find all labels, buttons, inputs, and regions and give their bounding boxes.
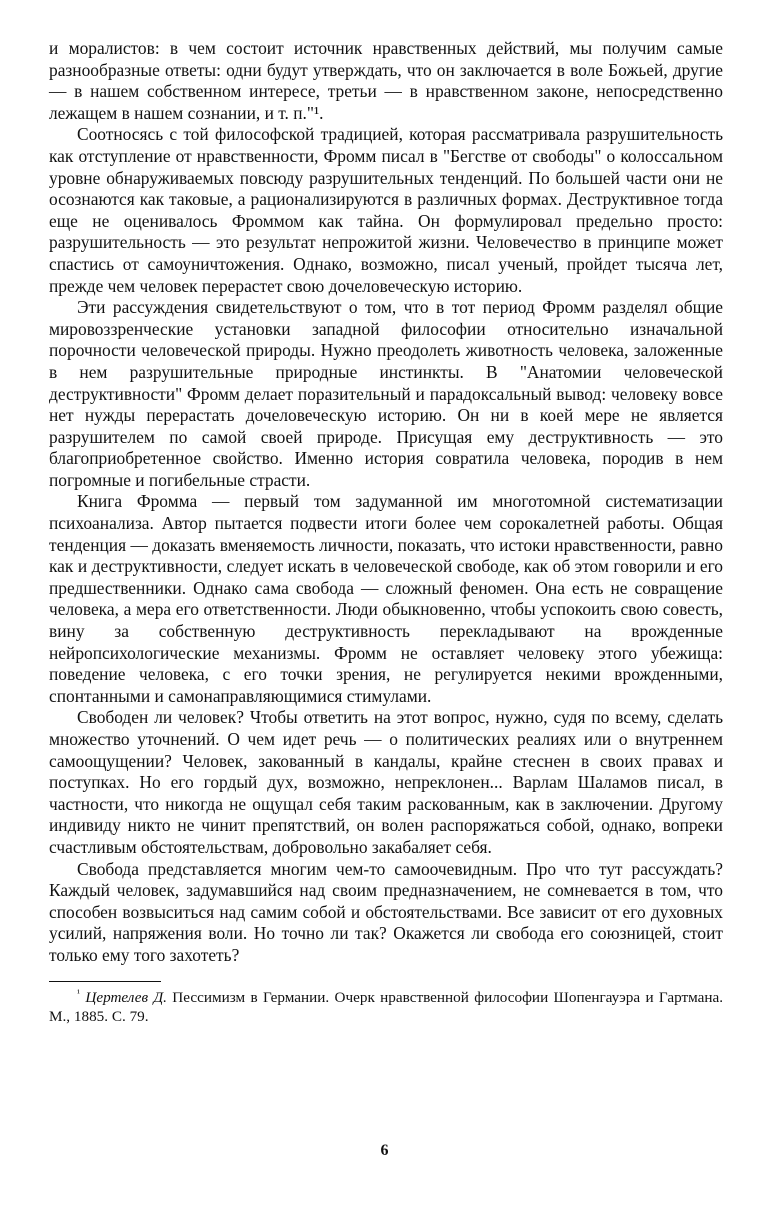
page-number: 6 (380, 1142, 389, 1159)
paragraph: Соотносясь с той философской традицией, которая рассматривала разрушительность как отступление от нравственности, Фромм писал в "Бегстве от свободы" о колоссальном уровне обнаруживаемых повсюду разрушительных тенденций. По большей части они не осознаются как таковые, а рационализируются в различных формах. Деструктивное тогда еще не оценивалось Фроммом как тайна. Он формулировал предельно просто: разрушительность — это результат непрожитой жизни. Человечество в принципе может спастись от самоуничтожения. Однако, возможно, писал ученый, пройдет тысяча лет, прежде чем человек перерастет свою дочеловеческую историю. (49, 124, 723, 296)
paragraph: Свобода представляется многим чем-то самоочевидным. Про что тут рассуждать? Каждый человек, задумавшийся над своим предназначением, не сомневается в том, что способен возвыситься над самим собой и обстоятельствами. Все зависит от его духовных усилий, напряжения воли. Но точно ли так? Окажется ли свобода его союзницей, стоит только ему того захотеть? (49, 858, 723, 965)
footnote-divider (49, 981, 161, 982)
footnote-marker: ¹ (77, 987, 80, 999)
footnote (49, 988, 723, 1026)
paragraph: Книга Фромма — первый том задуманной им многотомной систематизации психоанализа. Автор пытается подвести итоги более чем сорокалетней работы. Общая тенденция — доказать вменяемость личности, показать, что истоки нравственности, равно как и деструктивности, следует искать в человеческой свободе, как об этом говорили и его предшественники. Однако сама свобода — сложный феномен. Она есть не совращение человека, а мера его ответственности. Люди обыкновенно, чтобы успокоить свою совесть, вину за собственную деструктивность перекладывают на врожденные нейропсихологические механизмы. Фромм не оставляет человеку этого убежища: поведение человека, с его точки зрения, не регулируется некими врожденными, спонтанными и самонаправляющимися стимулами. (49, 491, 723, 706)
paragraph: Свободен ли человек? Чтобы ответить на этот вопрос, нужно, судя по всему, сделать множество уточнений. О чем идет речь — о политических реалиях или о внутреннем самоощущении? Человек, закованный в кандалы, крайне стеснен в своих правах и поступках. Но его гордый дух, возможно, непреклонен... Варлам Шаламов писал, в частности, что никогда не ощущал себя таким раскованным, как в заключении. Другому индивиду никто не чинит препятствий, он волен распоряжаться собой, однако, вопреки счастливым обстоятельствам, добровольно закабаляет себя. (49, 707, 723, 857)
main-text (49, 38, 723, 967)
footnote-text: Пессимизм в Германии. Очерк нравственной философии Шопенгауэра и Гартмана. М., 1885. С. 79. (49, 988, 724, 1025)
paragraph: Эти рассуждения свидетельствуют о том, что в тот период Фромм разделял общие мировоззренческие установки западной философии относительно изначальной порочности человеческой природы. Нужно преодолеть животность человека, заложенные в нем разрушительные природные инстинкты. В "Анатомии человеческой деструктивности" Фромм делает поразительный и парадоксальный вывод: человеку вовсе нет нужды перерастать дочеловеческую историю. Он ни в коей мере не является разрушителем по самой своей природе. Присущая ему деструктивность — это благоприобретенное свойство. Именно история совратила человека, породив в нем погромные и погибельные страсти. (49, 297, 723, 490)
footnote-author: Цертелев Д. (85, 988, 167, 1006)
paragraph-continued: и моралистов: в чем состоит источник нравственных действий, мы получим самые разнообразные ответы: одни будут утверждать, что он заключается в воле Божьей, другие — в нашем собственном интересе, третьи — в нравственном законе, непосредственно лежащем в нашем сознании, и т. п."¹. (49, 38, 723, 123)
